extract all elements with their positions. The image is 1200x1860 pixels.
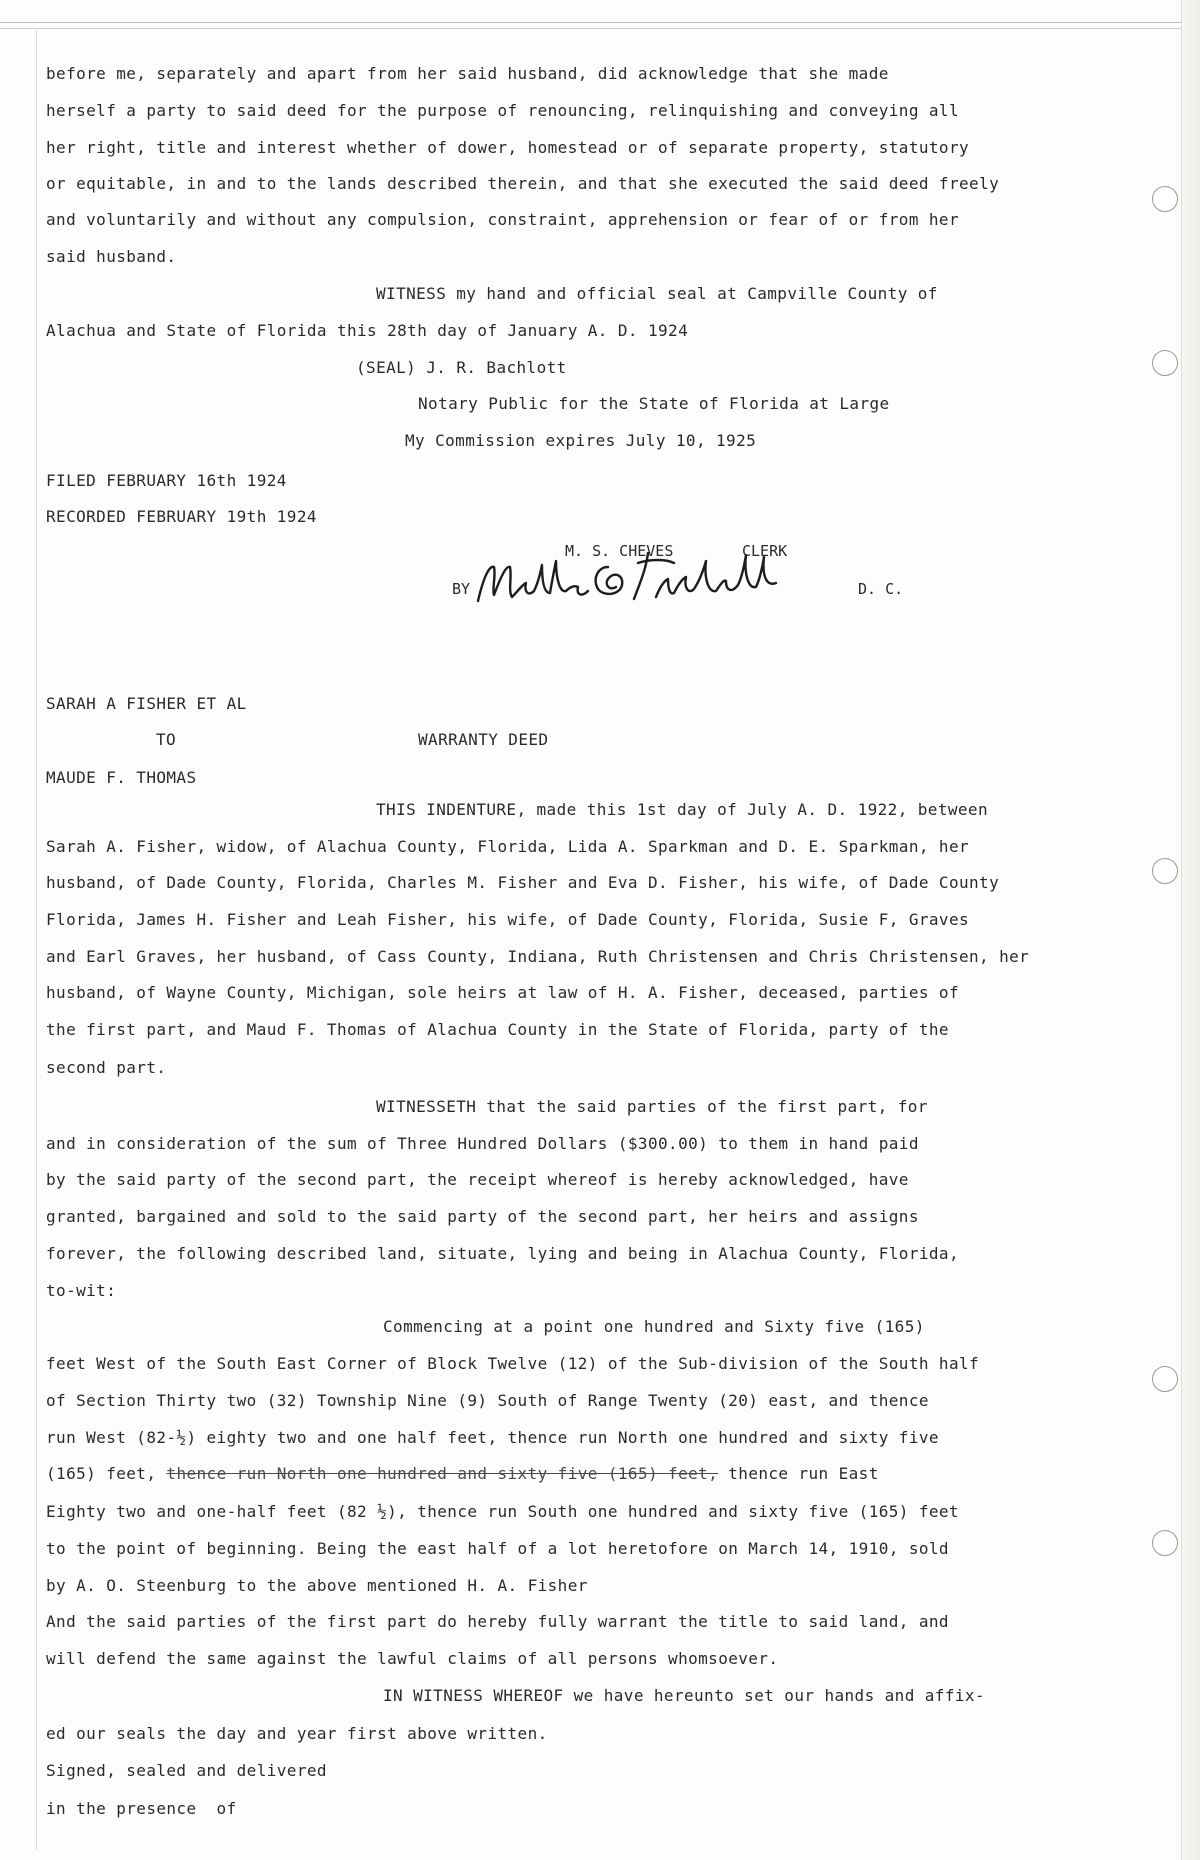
witnesseth-line: WITNESSETH that the said parties of the first part, for (376, 1097, 928, 1116)
presence-line: in the presence of (46, 1799, 237, 1818)
description-text: thence run East (718, 1464, 879, 1483)
witness-seal-line: WITNESS my hand and official seal at Campville County of (376, 284, 938, 303)
clerk-signature-icon (470, 545, 800, 615)
deputy-clerk-label: D. C. (858, 580, 904, 598)
clerk-title: CLERK (742, 542, 788, 560)
left-margin-rule (36, 30, 37, 1850)
binder-hole-icon (1152, 858, 1178, 884)
description-line: to the point of beginning. Being the east half of a lot heretofore on March 14, 1910, sold (46, 1539, 949, 1558)
indenture-line: Sarah A. Fisher, widow, of Alachua County, Florida, Lida A. Sparkman and D. E. Sparkman, her (46, 837, 970, 856)
indenture-line: Florida, James H. Fisher and Leah Fisher, his wife, of Dade County, Florida, Susie F, Graves (46, 910, 970, 929)
witnesseth-line: forever, the following described land, situate, lying and being in Alachua County, Florida, (46, 1244, 959, 1263)
description-text: (165) feet, (46, 1464, 167, 1483)
witnesseth-line: to-wit: (46, 1281, 117, 1300)
indenture-line: THIS INDENTURE, made this 1st day of July A. D. 1922, between (376, 800, 989, 819)
description-line-with-strikethrough (46, 1464, 879, 1484)
binder-hole-icon (1152, 1530, 1178, 1556)
deed-type: WARRANTY DEED (418, 730, 549, 749)
indenture-line: husband, of Wayne County, Michigan, sole heirs at law of H. A. Fisher, deceased, parties of (46, 983, 959, 1002)
filed-date: FILED FEBRUARY 16th 1924 (46, 471, 287, 490)
notary-seal-signer: (SEAL) J. R. Bachlott (356, 358, 567, 377)
closing-line: IN WITNESS WHEREOF we have hereunto set our hands and affix- (383, 1686, 985, 1705)
recorded-date: RECORDED FEBRUARY 19th 1924 (46, 507, 317, 526)
description-line: run West (82-½) eighty two and one half feet, thence run North one hundred and sixty five (46, 1428, 939, 1447)
to-label: TO (156, 730, 177, 749)
struck-out-text: thence run North one hundred and sixty five (165) feet, (166, 1464, 719, 1483)
indenture-line: second part. (46, 1058, 167, 1077)
description-line: of Section Thirty two (32) Township Nine (9) South of Range Twenty (20) east, and thence (46, 1391, 929, 1410)
witnesseth-line: and in consideration of the sum of Three Hundred Dollars ($300.00) to them in hand paid (46, 1134, 919, 1153)
description-line: Eighty two and one-half feet (82 ½), thence run South one hundred and sixty five (165) feet (46, 1502, 959, 1521)
grantor-name: SARAH A FISHER ET AL (46, 694, 247, 713)
binder-hole-icon (1152, 350, 1178, 376)
clerk-name: M. S. CHEVES (565, 542, 674, 560)
indenture-line: and Earl Graves, her husband, of Cass County, Indiana, Ruth Christensen and Chris Christensen, her (46, 947, 1030, 966)
ack-line: or equitable, in and to the lands described therein, and that she executed the said deed freely (46, 174, 1000, 193)
ack-line: herself a party to said deed for the purpose of renouncing, relinquishing and conveying all (46, 101, 959, 120)
signed-sealed-line: Signed, sealed and delivered (46, 1761, 327, 1780)
binder-hole-icon (1152, 1366, 1178, 1392)
description-line: by A. O. Steenburg to the above mentioned H. A. Fisher (46, 1576, 588, 1595)
description-line: Commencing at a point one hundred and Sixty five (165) (383, 1317, 925, 1336)
notary-title: Notary Public for the State of Florida at Large (418, 394, 890, 413)
notary-commission: My Commission expires July 10, 1925 (405, 431, 757, 450)
ack-line: and voluntarily and without any compulsion, constraint, apprehension or fear of or from her (46, 210, 959, 229)
indenture-line: the first part, and Maud F. Thomas of Alachua County in the State of Florida, party of the (46, 1020, 949, 1039)
by-label: BY (452, 580, 471, 598)
ack-line: her right, title and interest whether of dower, homestead or of separate property, statutory (46, 138, 970, 157)
witnesseth-line: granted, bargained and sold to the said party of the second part, her heirs and assigns (46, 1207, 919, 1226)
indenture-line: husband, of Dade County, Florida, Charles M. Fisher and Eva D. Fisher, his wife, of Dade County (46, 873, 1000, 892)
grantee-name: MAUDE F. THOMAS (46, 768, 197, 787)
witnesseth-line: by the said party of the second part, the receipt whereof is hereby acknowledged, have (46, 1170, 909, 1189)
binder-edge (1181, 0, 1200, 1860)
witness-date-line: Alachua and State of Florida this 28th day of January A. D. 1924 (46, 321, 689, 340)
binder-hole-icon (1152, 186, 1178, 212)
top-rule (0, 22, 1200, 29)
warranty-line: will defend the same against the lawful claims of all persons whomsoever. (46, 1649, 779, 1668)
description-line: feet West of the South East Corner of Block Twelve (12) of the Sub-division of the South half (46, 1354, 980, 1373)
ack-line: before me, separately and apart from her said husband, did acknowledge that she made (46, 64, 889, 83)
ack-line: said husband. (46, 247, 177, 266)
closing-line: ed our seals the day and year first above written. (46, 1724, 548, 1743)
warranty-line: And the said parties of the first part do hereby fully warrant the title to said land, and (46, 1612, 949, 1631)
